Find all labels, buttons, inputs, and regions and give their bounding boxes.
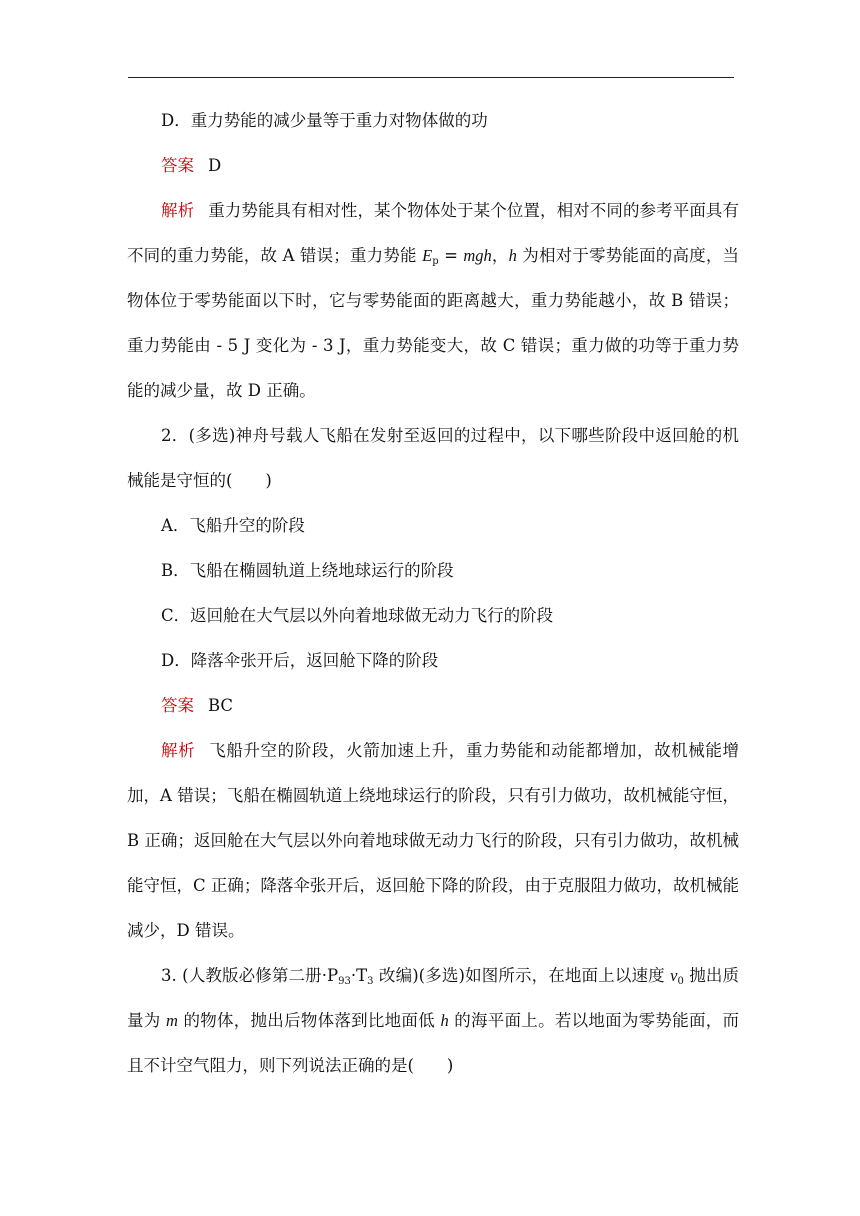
q3-text-3: 改编)(多选)如图所示，在地面上以速度 <box>373 966 671 985</box>
q2-option-c: C．返回舱在大气层以外向着地球做无动力飞行的阶段 <box>161 606 554 625</box>
q2-analysis <box>127 728 739 953</box>
symbol-E: E <box>422 246 433 265</box>
q1-analysis <box>127 188 739 413</box>
answer-label: 答案 <box>161 696 194 715</box>
subscript-93: 93 <box>338 976 351 987</box>
q1-option-d: D．重力势能的减少量等于重力对物体做的功 <box>161 111 488 130</box>
symbol-h: h <box>508 246 517 265</box>
analysis-label: 解析 <box>161 741 196 760</box>
equals-sign: = <box>438 246 464 265</box>
header-rule <box>128 77 734 78</box>
q2-option-d: D．降落伞张开后，返回舱下降的阶段 <box>161 651 439 670</box>
subscript-3: 3 <box>367 976 374 987</box>
answer-label: 答案 <box>161 156 194 175</box>
symbol-h: h <box>440 1011 449 1030</box>
q1-answer <box>127 143 739 188</box>
q3-text-5: 的物体，抛出后物体落到比地面低 <box>177 1011 441 1030</box>
q2-option-a: A．飞船升空的阶段 <box>161 516 305 535</box>
subscript-p: p <box>432 256 439 267</box>
analysis-text: 飞船升空的阶段，火箭加速上升，重力势能和动能都增加，故机械能增加，A 错误；飞船在椭圆轨道上绕地球运行的阶段，只有引力做功，故机械能守恒，B 正确；返回舱在大气层以外向着地球做无动力飞行的阶段，只有引力做功，故机械能守恒，C 正确；降落伞张开后，返回舱下降的阶段，由于克服阻力做功，故机械能减少，D 错误。 <box>127 741 739 940</box>
q3-text-6: 的海平面上。若以地面为零势能面，而且不计空气阻力，则下列说法正确的是( ) <box>127 1011 739 1075</box>
analysis-label: 解析 <box>161 201 195 220</box>
document-body <box>127 98 739 1088</box>
q3-text-2: ·T <box>350 966 368 985</box>
q2-answer <box>127 683 739 728</box>
comma: ， <box>491 246 509 265</box>
q3-stem <box>127 953 739 1088</box>
symbol-v: v <box>670 966 678 985</box>
analysis-text: 重力势能具有相对性，某个物体处于某个位置，相对不同的参考平面具有不同的重力势能，故 A 错误；重力势能 <box>127 201 740 265</box>
q2-option-b: B．飞船在椭圆轨道上绕地球运行的阶段 <box>161 561 454 580</box>
analysis-text-2: 为相对于零势能面的高度，当物体位于零势能面以下时，它与零势能面的距离越大，重力势能越小，故 B 错误；重力势能由 - 5 J 变化为 - 3 J，重力势能变大，故 C 错误；重力做的功等于重力势能的减少量，故 D 正确。 <box>127 246 740 400</box>
answer-value: BC <box>208 696 234 715</box>
q3-text-4: 抛出质量为 <box>127 966 739 1030</box>
answer-value: D <box>208 156 222 175</box>
symbol-m: m <box>166 1011 178 1030</box>
symbol-mgh: mgh <box>463 246 492 265</box>
q3-text-1: 3. (人教版必修第二册·P <box>161 966 339 985</box>
q2-stem: 2．(多选)神舟号载人飞船在发射至返回的过程中，以下哪些阶段中返回舱的机械能是守恒的( ) <box>127 426 739 490</box>
subscript-0: 0 <box>677 976 684 987</box>
